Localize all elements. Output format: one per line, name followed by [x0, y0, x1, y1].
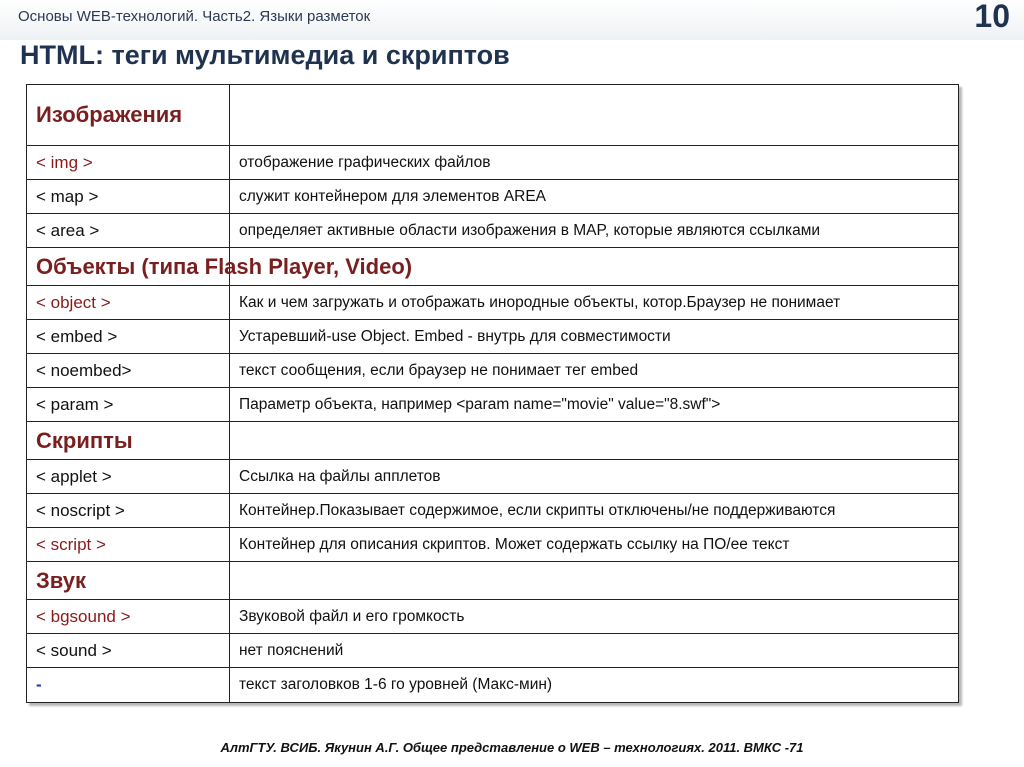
tag-cell: < map >: [27, 180, 230, 214]
table-row: [27, 286, 959, 320]
tag-cell: -: [27, 668, 230, 703]
table-row: [27, 214, 959, 248]
tag-cell: < noembed>: [27, 354, 230, 388]
tag-cell: < img >: [27, 146, 230, 180]
tag-cell: < object >: [27, 286, 230, 320]
tag-cell: < bgsound >: [27, 600, 230, 634]
table-row: [27, 146, 959, 180]
section-title: Изображения: [27, 85, 230, 146]
tag-cell: < sound >: [27, 634, 230, 668]
description-cell: Как и чем загружать и отображать инородные объекты, котор.Браузер не понимает: [230, 286, 959, 320]
table-row: [27, 180, 959, 214]
description-cell: Контейнер.Показывает содержимое, если скрипты отключены/не поддерживаются: [230, 494, 959, 528]
tags-table: [26, 84, 959, 703]
section-title: Звук: [27, 562, 230, 600]
description-cell: Устаревший-use Object. Embed - внутрь для совместимости: [230, 320, 959, 354]
description-cell: служит контейнером для элементов AREA: [230, 180, 959, 214]
slide-number: 10: [974, 0, 1010, 34]
description-cell: Контейнер для описания скриптов. Может содержать ссылку на ПО/ее текст: [230, 528, 959, 562]
section-title: Скрипты: [27, 422, 230, 460]
table-row: [27, 320, 959, 354]
table-row: [27, 494, 959, 528]
section-empty-cell: [230, 562, 959, 600]
page-title: HTML: теги мультимедиа и скриптов: [20, 40, 510, 70]
description-cell: текст сообщения, если браузер не понимает тег embed: [230, 354, 959, 388]
section-empty-cell: [230, 422, 959, 460]
table-row: [27, 634, 959, 668]
description-cell: Параметр объекта, например <param name="movie" value="8.swf">: [230, 388, 959, 422]
tag-cell: < script >: [27, 528, 230, 562]
section-title: Объекты (типа Flash Player, Video): [27, 248, 230, 286]
section-row: [27, 562, 959, 600]
footer-credits: АлтГТУ. ВСИБ. Якунин А.Г. Общее представление о WEB – технологиях. 2011. ВМКС -71: [220, 740, 804, 755]
tag-cell: < noscript >: [27, 494, 230, 528]
tag-cell: < embed >: [27, 320, 230, 354]
section-row: [27, 85, 959, 146]
section-row: [27, 422, 959, 460]
section-empty-cell: [230, 85, 959, 146]
table-row: [27, 600, 959, 634]
table-row: [27, 460, 959, 494]
table-row: [27, 388, 959, 422]
tag-cell: < area >: [27, 214, 230, 248]
table-row: [27, 668, 959, 703]
description-cell: определяет активные области изображения в MAP, которые являются ссылками: [230, 214, 959, 248]
table-row: [27, 528, 959, 562]
course-name: Основы WEB-технологий. Часть2. Языки разметок: [18, 8, 371, 25]
description-cell: Звуковой файл и его громкость: [230, 600, 959, 634]
description-cell: текст заголовков 1-6 го уровней (Макс-мин): [230, 668, 959, 703]
description-cell: отображение графических файлов: [230, 146, 959, 180]
tags-table-body: [27, 85, 959, 703]
tag-cell: < applet >: [27, 460, 230, 494]
table-row: [27, 354, 959, 388]
description-cell: Ссылка на файлы апплетов: [230, 460, 959, 494]
section-row: [27, 248, 959, 286]
tag-cell: < param >: [27, 388, 230, 422]
description-cell: нет пояснений: [230, 634, 959, 668]
